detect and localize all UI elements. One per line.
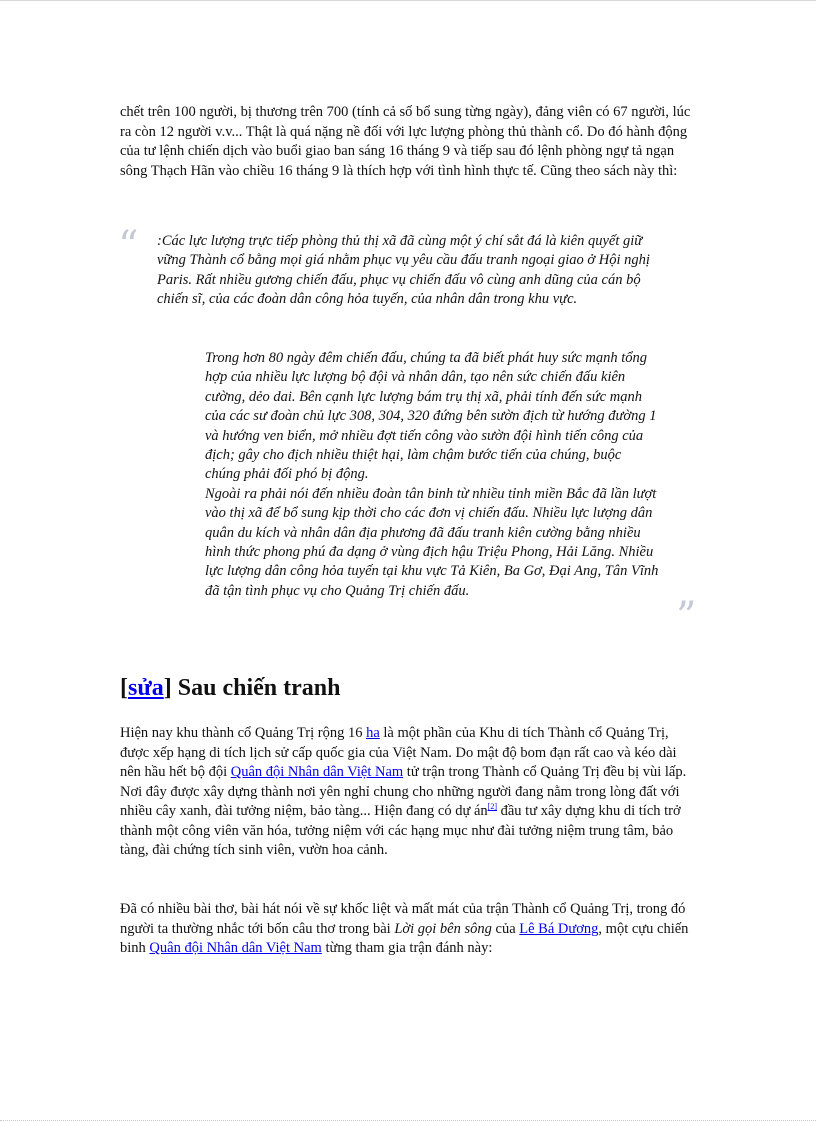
page-top-edge bbox=[0, 0, 816, 1]
p3-text-4: từng tham gia trận đánh này: bbox=[321, 940, 493, 956]
reference-link[interactable]: [2] bbox=[487, 802, 497, 812]
open-quote-icon: “ bbox=[118, 223, 139, 269]
edit-section-link[interactable]: sửa bbox=[128, 675, 164, 701]
army-link-2[interactable]: Quân đội Nhân dân Việt Nam bbox=[149, 940, 322, 956]
body-paragraph-1: chết trên 100 người, bị thương trên 700 (tính cả số bổ sung từng ngày), đảng viên có 67 người, lúc ra còn 12 người v.v... Thật là quá nặng nề đối với lực lượng phòng thủ thành cổ. Do đó hành động của tư lệnh chiến dịch vào buổi giao ban sáng 16 tháng 9 và tiếp sau đó lệnh phòng ngự tả ngạn sông Thạch Hãn vào chiều 16 tháng 9 là thích hợp với tình hình thực tế. Cũng theo sách này thì: bbox=[120, 104, 691, 179]
ha-link[interactable]: ha bbox=[366, 725, 380, 741]
army-link[interactable]: Quân đội Nhân dân Việt Nam bbox=[230, 764, 404, 780]
p3-text-3: , một cựu chiến binh bbox=[120, 920, 689, 956]
section-title: Sau chiến tranh bbox=[177, 675, 341, 701]
p2-text-1: Hiện nay khu thành cổ Quảng Trị rộng 16 bbox=[120, 725, 367, 741]
p2-text-2: là một phần của Khu di tích Thành cổ Quảng Trị, được xếp hạng di tích lịch sử cấp quốc gia của Việt Nam. Do mật độ bom đạn rất cao và kéo dài nên hầu hết bộ đội bbox=[120, 725, 677, 780]
nested-quote-paragraph-1: Trong hơn 80 ngày đêm chiến đấu, chúng ta đã biết phát huy sức mạnh tổng hợp của nhiều lực lượng bộ đội và nhân dân, tạo nên sức chiến đấu kiên cường, dẻo dai. Bên cạnh lực lượng bám trụ thị xã, phải tính đến sức mạnh của các sư đoàn chủ lực 308, 304, 320 đứng bên sườn địch từ hướng đường 1 và hướng ven biển, mở nhiều đợt tiến công vào sườn đội hình tiến công của địch; gây cho địch nhiều thiệt hại, làm chậm bước tiến của chúng, buộc chúng phải đối phó bị động. bbox=[205, 350, 657, 483]
poem-title: Lời gọi bên sông bbox=[394, 920, 492, 937]
nested-quote-paragraph-2: Ngoài ra phải nói đến nhiều đoàn tân binh từ nhiều tỉnh miền Bắc đã lần lượt vào thị xã để bổ sung kịp thời cho các đơn vị chiến đấu. Nhiều lực lượng dân quân du kích và nhân dân địa phương đã đấu tranh kiên cường bằng nhiều hình thức phong phú đa dạng ở vùng địch hậu Triệu Phong, Hải Lăng. Nhiều lực lượng dân công hỏa tuyến tại khu vực Tả Kiên, Ba Gơ, Đại Ang, Tân Vĩnh đã tận tình phục vụ cho Quảng Trị chiến đấu. bbox=[205, 485, 659, 599]
heading-bracket-open: [ bbox=[120, 675, 128, 701]
blockquote-intro: :Các lực lượng trực tiếp phòng thủ thị xã đã cùng một ý chí sắt đá là kiên quyết giữ vững Thành cổ bằng mọi giá nhằm phục vụ yêu cầu đấu tranh ngoại giao ở Hội nghị Paris. Rất nhiều gương chiến đấu, phục vụ chiến đấu vô cùng anh dũng của cán bộ chiến sĩ, của các đoàn dân công hỏa tuyến, của nhân dân trong khu vực. bbox=[157, 233, 650, 308]
p2-text-4: đầu tư xây dựng khu di tích trở thành một công viên văn hóa, tưởng niệm với các hạng mục như đài tưởng niệm trung tâm, bảo tàng, đài chứng tích sinh viên, vườn hoa cảnh. bbox=[120, 803, 681, 858]
heading-bracket-close: ] bbox=[163, 675, 172, 701]
nested-blockquote bbox=[205, 349, 660, 601]
author-link[interactable]: Lê Bá Dương bbox=[519, 920, 599, 937]
body-paragraph-3 bbox=[120, 900, 696, 959]
p3-text-2: của bbox=[491, 920, 520, 937]
p2-text-3: tử trận trong Thành cổ Quảng Trị đều bị vùi lấp. Nơi đây được xây dựng thành nơi yên nghỉ chung cho những người đang nằm trong lòng đất với nhiều cây xanh, đài tưởng niệm, bảo tàng... Hiện đang có dự án bbox=[120, 764, 687, 819]
close-quote-icon: ” bbox=[676, 594, 697, 640]
p3-text-1: Đã có nhiều bài thơ, bài hát nói về sự khốc liệt và mất mát của trận Thành cổ Quảng Trị, trong đó người ta thường nhắc tới bốn câu thơ trong bài bbox=[120, 901, 686, 937]
page-bottom-edge bbox=[0, 1120, 816, 1121]
section-heading bbox=[120, 672, 340, 704]
body-paragraph-2 bbox=[120, 724, 696, 861]
